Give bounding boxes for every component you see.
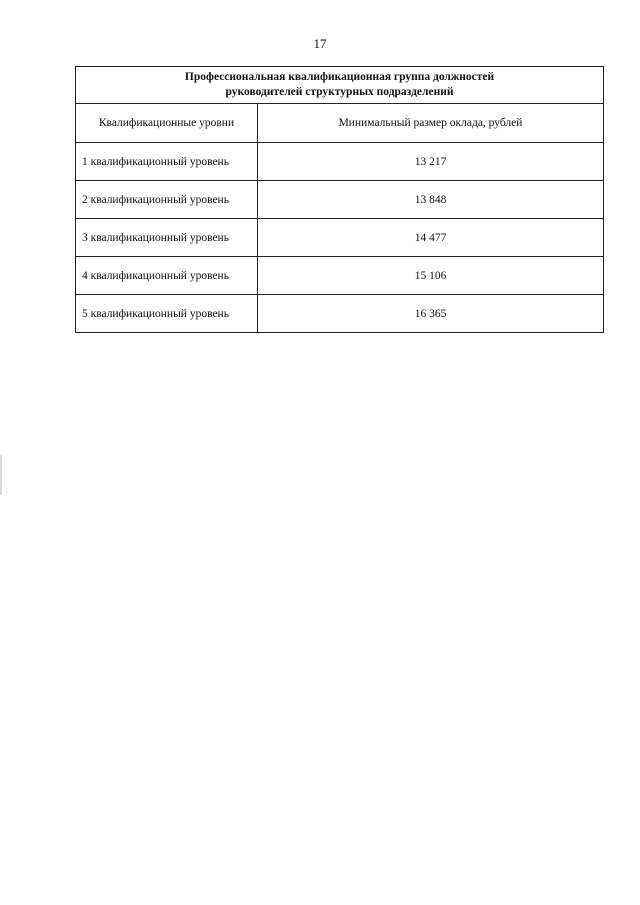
salary-table [75, 66, 604, 333]
table-row [76, 143, 604, 181]
table-row [76, 257, 604, 295]
header-salary: Минимальный размер оклада, рублей [258, 104, 604, 143]
group-title-line-2: руководителей структурных подразделений [225, 86, 454, 98]
table-header-row [76, 104, 604, 143]
level-cell: 4 квалификационный уровень [76, 257, 258, 295]
page-number: 17 [313, 36, 327, 51]
table-row [76, 219, 604, 257]
level-cell: 1 квалификационный уровень [76, 143, 258, 181]
level-cell: 5 квалификационный уровень [76, 295, 258, 333]
salary-cell: 16 365 [258, 295, 604, 333]
salary-cell: 15 106 [258, 257, 604, 295]
scan-margin-mark [0, 455, 2, 495]
table-title-row [76, 67, 604, 104]
salary-cell: 13 217 [258, 143, 604, 181]
group-title [76, 67, 604, 104]
salary-cell: 14 477 [258, 219, 604, 257]
group-title-line-1: Профессиональная квалификационная группа должностей [184, 71, 495, 83]
table-row [76, 295, 604, 333]
header-level: Квалификационные уровни [76, 104, 258, 143]
table-row [76, 181, 604, 219]
level-cell: 2 квалификационный уровень [76, 181, 258, 219]
level-cell: 3 квалификационный уровень [76, 219, 258, 257]
salary-cell: 13 848 [258, 181, 604, 219]
